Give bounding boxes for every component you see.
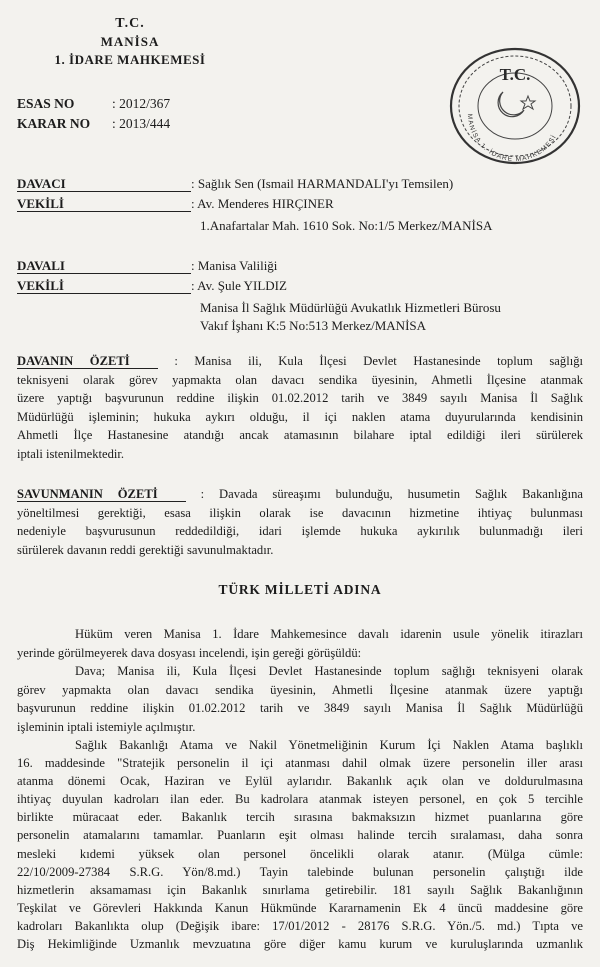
davanin-ozeti-line: iptali istenilmektedir. [17,446,125,461]
body-line: yerinde görülmeyerek dava dosyası incelendi, işin gereği görüşüldü: [17,645,362,660]
davanin-ozeti-line: Ahmetli İlçe Hastanesine atandığı ancak atamasının bilahare iptal edildiği ileri sürülerek [17,428,583,443]
header-court: 1. İDARE MAHKEMESİ [54,52,206,67]
savunmanin-ozeti-line: SAVUNMANIN ÖZETİ : Davada süreaşımı bulunduğu, husumetin Sağlık Bakanlığına [17,487,583,501]
body-line: mesleki kıdemi yüksek olan personel öncelikli olarak atanır. (Mülga cümle: [17,846,583,861]
karar-value: : 2013/444 [112,116,171,131]
savunmanin-ozeti-line: sürülerek davanın reddi gerektiği savunulmaktadır. [17,542,274,557]
body-line: Hüküm veren Manisa 1. İdare Mahkemesince davalı idarenin usule yönelik itirazları [75,627,583,641]
savunmanin-ozeti-line: nedeniyle başvurusunun reddedildiği, idari işlemde hukuka aykırılık bulunmadığı ileri [17,524,583,539]
davanin-ozeti-section [17,352,583,464]
savunmanin-ozeti-line: yöneltilmesi gerektiği, esasa ilişkin olarak ise davacının hizmetine ihtiyaç bulunması [17,505,583,520]
savunmanin-ozeti-label: SAVUNMANIN ÖZETİ [17,487,186,502]
vekili1-address: 1.Anafartalar Mah. 1610 Sok. No:1/5 Merkez/MANİSA [200,218,493,233]
vekili1-value: : Av. Menderes HIRÇINER [191,196,334,211]
court-header [0,16,260,68]
body-line: 16. maddesinde "Stratejik personelin il içi atanması dahil olmak üzere personelin iller arası [17,756,583,771]
header-city: MANİSA [100,34,160,49]
body-line: Diş Hekimliğinde Uzmanlık mevzuatına göre diğer kamu kurum ve kuruluşlarında uzmanlık [17,937,583,952]
party-davaci [17,176,453,192]
court-seal [446,44,584,168]
vekili2-label: VEKİLİ [17,279,191,294]
davali-value: : Manisa Valiliği [191,258,278,273]
body-line: işleminin iptali istemiyle açılmıştır. [17,719,196,734]
vekili2-address-1: Manisa İl Sağlık Müdürlüğü Avukatlık Hizmetleri Bürosu [200,300,501,315]
davaci-value: : Sağlık Sen (Ismail HARMANDALI'yı Temsilen) [191,176,454,191]
seal-ring-text: MANİSA 1. İDARE MAHKEMESİ [465,113,559,164]
decision-title: TÜRK MİLLETİ ADINA [218,582,382,597]
body-line: ihtiyaç duyulan kadroları ilan eder. Bu kadrolara atanmak isteyen personel, en çok 5 tercihle [17,792,583,807]
davanin-ozeti-line: üzere yaptığı başvurunun reddine ilişkin 01.02.2012 tarih ve 3849 sayılı Manisa İl Sağlık [17,391,583,406]
body-line: personelin atamalarını tamamlar. Puanların eşit olması halinde tercih sıralaması, daha sonra [17,828,583,843]
body-line: 22/10/2009-27384 S.R.G. Yön/8.md.) Tayin talebinde bulunan personelin çalıştığı ilde [17,864,583,879]
davanin-ozeti-line: DAVANIN ÖZETİ : Manisa ili, Kula İlçesi Devlet Hastanesinde toplum sağlığı [17,354,583,368]
body-line: Sağlık Bakanlığı Atama ve Nakil Yönetmeliğinin Kurum İçi Naklen Atama başlıklı [75,738,583,752]
case-numbers [17,96,170,136]
body-line: hizmetlerin aksamaması için Bakanlık sınırlama getirebilir. 181 sayılı Sağlık Bakanlığının [17,882,583,897]
body-line: atanma dönemi Ocak, Haziran ve Eylül aylarıdır. Bakanlık açık olan ve doldurulmasına [17,774,583,789]
savunmanin-ozeti-section [17,485,583,559]
seal-text: T.C. [499,65,531,84]
body-paragraph-2 [17,662,583,736]
davanin-ozeti-label: DAVANIN ÖZETİ [17,354,158,369]
body-line: Dava; Manisa ili, Kula İlçesi Devlet Hastanesinde toplum sağlığı teknisyeni olarak [75,664,583,678]
body-line: kadroları Bakanlıkta olup (Değişik ibare: 17/01/2012 - 28176 S.R.G. Yön./5. md.) Tıpta ve [17,918,583,933]
body-line: Teşkilat ve Görevleri Hakkında Kanun Hükmünde Kararnamenin Ek 4 üncü maddesine göre [17,900,583,915]
body-line: görev yapmakta olan davacı sendika üyesinin, Ahmetli İlçesine atanmak üzere yaptığı [17,682,583,697]
party-vekili-2 [17,278,287,294]
vekili2-value: : Av. Şule YILDIZ [191,278,287,293]
davanin-ozeti-line: Müdürlüğü işleminin; hukuka aykırı olduğu, il içi naklen atama duyurularında kendisinin [17,409,583,424]
davanin-ozeti-line: teknisyeni olarak görev yapmakta olan davacı sendika üyesinin, Ahmetli İlçesine atanmak [17,372,583,387]
karar-label: KARAR NO [17,116,91,131]
body-paragraph-1 [17,625,583,662]
party-vekili-1 [17,196,334,212]
body-line: birlikte müracaat eder. Bakanlık tercih sırasına bakmaksızın hizmet puanlarına göre [17,810,583,825]
vekili2-address-2: Vakıf İşhanı K:5 No:513 Merkez/MANİSA [200,318,427,333]
vekili1-label: VEKİLİ [17,197,191,212]
esas-value: : 2012/367 [112,96,171,111]
body-line: başvurunun reddine ilişkin 01.02.2012 tarih ve 3849 sayılı Manisa İl Sağlık Müdürlüğü [17,701,583,716]
body-paragraph-3 [17,736,583,953]
davaci-label: DAVACI [17,177,191,192]
esas-label: ESAS NO [17,96,75,111]
davali-label: DAVALI [17,259,191,274]
party-davali [17,258,277,274]
header-tc: T.C. [115,16,145,31]
